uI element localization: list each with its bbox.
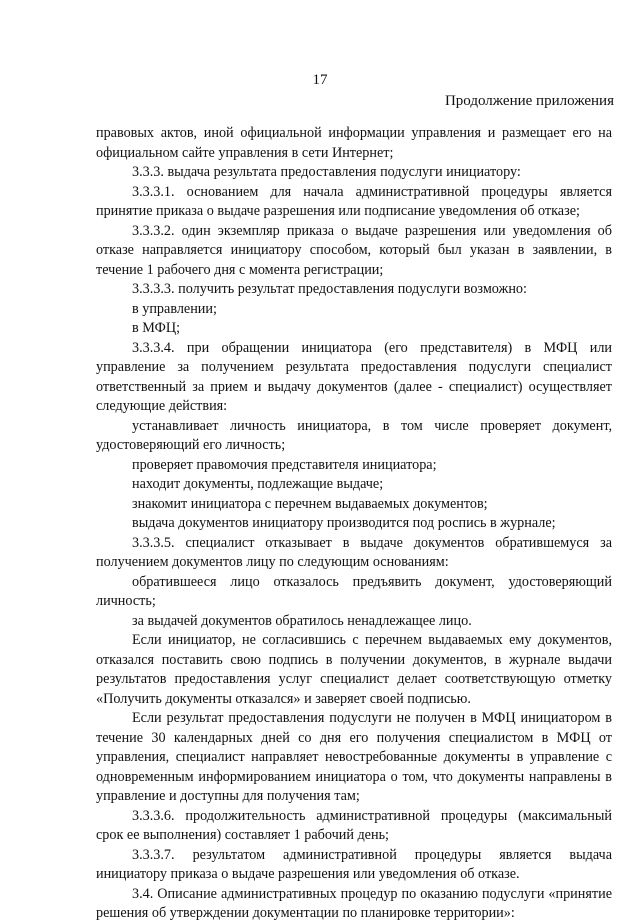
paragraph: 3.3.3.5. специалист отказывает в выдаче документов обратившемуся за получением документов лицу по следующим основаниям: bbox=[96, 534, 612, 570]
paragraph: находит документы, подлежащие выдаче; bbox=[132, 476, 384, 492]
paragraph: 3.3.3.4. при обращении инициатора (его представителя) в МФЦ или управление за получением результата предоставления подуслуги специалист ответственный за прием и выдачу документов (далее - специалист) осуществляет следующие действия: bbox=[96, 339, 612, 414]
paragraph: в управлении; bbox=[132, 300, 217, 317]
paragraph: выдача документов инициатору производится под роспись в журнале; bbox=[132, 515, 556, 531]
paragraph: правовых актов, иной официальной информации управления и размещает его на официальном сайте управления в сети Интернет; bbox=[96, 125, 612, 161]
paragraph: Если результат предоставления подуслуги не получен в МФЦ инициатором в течение 30 календарных дней со дня его получения специалистом в МФЦ от управления, специалист направляет невостребованные документы в управление с одновременным информированием инициатора о том, что документы направлены в управление и доступны для получения там; bbox=[96, 710, 612, 804]
paragraph: знакомит инициатора с перечнем выдаваемых документов; bbox=[132, 495, 488, 512]
paragraph: 3.4. Описание административных процедур по оказанию подуслуги «принятие решения об утверждении документации по планировке территории»: bbox=[96, 885, 612, 921]
paragraph: в МФЦ; bbox=[132, 320, 181, 336]
paragraph: 3.3.3.7. результатом административной процедуры является выдача инициатору приказа о выдаче разрешения или уведомления об отказе. bbox=[96, 846, 612, 882]
paragraph: обратившееся лицо отказалось предъявить документ, удостоверяющий личность; bbox=[96, 573, 612, 609]
paragraph: 3.3.3. выдача результата предоставления подуслуги инициатору: bbox=[132, 164, 521, 180]
page-number: 17 bbox=[312, 72, 328, 88]
continuation-label: Продолжение приложения bbox=[444, 93, 614, 109]
paragraph: 3.3.3.6. продолжительность административной процедуры (максимальный срок ее выполнения) составляет 1 рабочий день; bbox=[96, 807, 612, 843]
paragraph: за выдачей документов обратилось ненадлежащее лицо. bbox=[132, 612, 472, 629]
paragraph: проверяет правомочия представителя инициатора; bbox=[132, 456, 437, 473]
paragraph: устанавливает личность инициатора, в том числе проверяет документ, удостоверяющий его личность; bbox=[96, 417, 612, 453]
paragraph: Если инициатор, не согласившись с перечнем выдаваемых ему документов, отказался поставить свою подпись в получении документов, в журнале выдачи результатов предоставления услуг специалист делает соответствующую отметку «Получить документы отказался» и заверяет своей подписью. bbox=[96, 632, 612, 707]
document-body bbox=[96, 124, 612, 924]
paragraph: 3.3.3.1. основанием для начала административной процедуры является принятие приказа о выдаче разрешения или подписание уведомления об отказе; bbox=[96, 183, 612, 219]
paragraph: 3.3.3.3. получить результат предоставления подуслуги возможно: bbox=[132, 281, 527, 297]
paragraph: 3.3.3.2. один экземпляр приказа о выдаче разрешения или уведомления об отказе направляется инициатору способом, который был указан в заявлении, в течение 1 рабочего дня с момента регистрации; bbox=[96, 222, 612, 278]
